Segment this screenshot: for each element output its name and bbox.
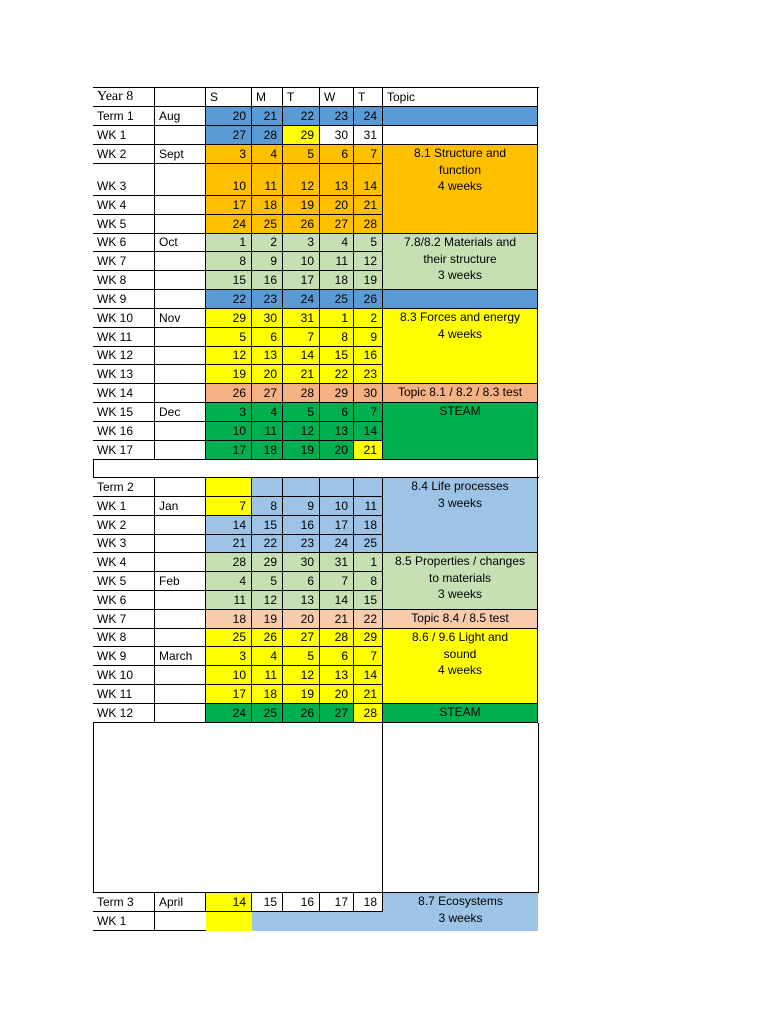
term1-day-cell: 22	[206, 290, 252, 309]
term1-day-cell: 5	[354, 234, 383, 252]
term2-day-cell: 4	[252, 647, 283, 666]
term1-day-cell: 20	[206, 107, 252, 126]
term1-day-cell: 11	[252, 422, 283, 441]
term2-row-label: WK 1	[93, 497, 155, 516]
header-day-2: T	[283, 88, 320, 107]
term2-day-cell: 25	[206, 629, 252, 647]
term1-row-month	[155, 252, 206, 271]
term1-topic-spacer	[383, 460, 538, 478]
term2-day-cell: 7	[206, 497, 252, 516]
header-day-0: S	[206, 88, 252, 107]
term2-day-cell: 29	[252, 553, 283, 572]
term2-day-cell: 26	[252, 629, 283, 647]
term1-row-month	[155, 347, 206, 365]
term1-day-cell: 8	[320, 328, 354, 347]
term1-day-cell: 31	[354, 126, 383, 145]
term1-row-label: WK 16	[93, 422, 155, 441]
term1-row-label: WK 6	[93, 234, 155, 252]
term3-row-label: Term 3	[93, 893, 155, 912]
term1-day-cell: 3	[283, 234, 320, 252]
term3-day-cell: 15	[252, 893, 283, 912]
header-month	[155, 88, 206, 107]
term2-day-cell: 8	[252, 497, 283, 516]
term1-day-cell: 23	[354, 365, 383, 384]
term2-day-cell: 5	[283, 647, 320, 666]
term2-day-cell: 28	[354, 704, 383, 723]
term1-day-cell: 13	[252, 347, 283, 365]
term1-row-label: WK 13	[93, 365, 155, 384]
term1-day-cell: 12	[283, 422, 320, 441]
term1-day-cell: 28	[252, 126, 283, 145]
term1-row-month	[155, 422, 206, 441]
term1-topic-block	[383, 126, 538, 145]
term1-day-cell: 26	[354, 290, 383, 309]
term1-day-cell: 20	[320, 441, 354, 460]
term3-day-cell	[354, 912, 383, 931]
term1-row-label: WK 1	[93, 126, 155, 145]
term1-day-cell: 9	[252, 252, 283, 271]
term2-row-label: WK 8	[93, 629, 155, 647]
term1-day-cell: 11	[320, 252, 354, 271]
term1-day-cell: 21	[354, 196, 383, 215]
term2-day-cell: 17	[320, 516, 354, 535]
term1-topic-block: 8.3 Forces and energy 4 weeks	[383, 309, 538, 384]
header-day-4: T	[354, 88, 383, 107]
term1-day-cell: 17	[283, 271, 320, 290]
term1-day-cell: 16	[354, 347, 383, 365]
term1-day-cell: 8	[206, 252, 252, 271]
term1-day-cell: 30	[252, 309, 283, 328]
term1-day-cell: 29	[283, 126, 320, 145]
term1-day-cell: 28	[283, 384, 320, 403]
term1-day-cell: 18	[252, 196, 283, 215]
term1-topic-block	[383, 290, 538, 309]
term2-day-cell: 12	[252, 591, 283, 610]
gap-divider-right	[538, 723, 539, 893]
term1-day-cell: 5	[283, 403, 320, 422]
term2-day-cell: 27	[283, 629, 320, 647]
term2-day-cell: 28	[320, 629, 354, 647]
term3-day-cell	[320, 912, 354, 931]
term2-row-label: WK 11	[93, 685, 155, 704]
header-year: Year 8	[93, 88, 155, 107]
term2-day-cell: 26	[283, 704, 320, 723]
term2-day-cell	[354, 478, 383, 497]
term2-topic-block: 8.5 Properties / changes to materials 3 weeks	[383, 553, 538, 610]
term2-row-month	[155, 516, 206, 535]
term2-day-cell: 15	[252, 516, 283, 535]
term2-row-month	[155, 629, 206, 647]
term1-day-cell: 10	[283, 252, 320, 271]
term1-day-cell: 14	[283, 347, 320, 365]
gap-divider-left	[382, 723, 383, 893]
term1-day-cell: 7	[283, 328, 320, 347]
term2-day-cell: 21	[354, 685, 383, 704]
term2-row-month	[155, 666, 206, 685]
term2-day-cell: 8	[354, 572, 383, 591]
term1-row-month: Sept	[155, 145, 206, 164]
term1-day-cell: 28	[354, 215, 383, 234]
term1-row-label: WK 2	[93, 145, 155, 164]
term2-day-cell: 6	[283, 572, 320, 591]
term1-day-cell: 6	[320, 403, 354, 422]
term1-day-cell: 4	[252, 403, 283, 422]
term2-day-cell: 4	[206, 572, 252, 591]
term2-day-cell	[320, 478, 354, 497]
term1-row-label: WK 5	[93, 215, 155, 234]
term1-day-cell: 17	[206, 196, 252, 215]
term1-day-cell: 7	[354, 145, 383, 164]
term1-day-cell: 18	[252, 441, 283, 460]
term2-day-cell: 19	[252, 610, 283, 629]
term1-day-cell: 10	[206, 164, 252, 196]
term2-day-cell: 21	[320, 610, 354, 629]
term2-day-cell: 27	[320, 704, 354, 723]
term2-day-cell: 11	[252, 666, 283, 685]
term2-day-cell: 15	[354, 591, 383, 610]
term1-day-cell: 17	[206, 441, 252, 460]
term1-row-month	[155, 328, 206, 347]
term1-row-month	[155, 271, 206, 290]
term3-row-label: WK 1	[93, 912, 155, 931]
term1-row-month	[155, 384, 206, 403]
term2-day-cell: 10	[206, 666, 252, 685]
term1-row-month: Aug	[155, 107, 206, 126]
term1-day-cell: 19	[354, 271, 383, 290]
term2-row-label: WK 9	[93, 647, 155, 666]
term1-row-label: WK 4	[93, 196, 155, 215]
term1-day-cell: 20	[252, 365, 283, 384]
term2-day-cell: 18	[252, 685, 283, 704]
term2-day-cell: 16	[283, 516, 320, 535]
term1-day-cell: 19	[283, 441, 320, 460]
term1-day-cell: 29	[206, 309, 252, 328]
term1-day-cell: 24	[206, 215, 252, 234]
term2-day-cell: 7	[354, 647, 383, 666]
term3-day-cell: 16	[283, 893, 320, 912]
term1-day-cell: 3	[206, 145, 252, 164]
term1-topic-block: 8.1 Structure and function 4 weeks	[383, 145, 538, 234]
term2-day-cell: 13	[320, 666, 354, 685]
term1-row-label: WK 11	[93, 328, 155, 347]
term1-row-month: Oct	[155, 234, 206, 252]
term1-day-cell: 4	[320, 234, 354, 252]
term2-day-cell: 12	[283, 666, 320, 685]
header-day-1: M	[252, 88, 283, 107]
term2-day-cell: 23	[283, 535, 320, 553]
term3-day-cell: 18	[354, 893, 383, 912]
term1-day-cell: 7	[354, 403, 383, 422]
term2-row-month	[155, 591, 206, 610]
term2-row-month	[155, 553, 206, 572]
term1-topic-block: STEAM	[383, 403, 538, 460]
term2-day-cell: 20	[320, 685, 354, 704]
term2-day-cell: 28	[206, 553, 252, 572]
term2-row-label: WK 10	[93, 666, 155, 685]
term1-day-cell: 5	[206, 328, 252, 347]
term1-row-month	[155, 290, 206, 309]
term1-day-cell: 11	[252, 164, 283, 196]
term3-row-month	[155, 912, 206, 931]
term2-day-cell: 18	[354, 516, 383, 535]
term1-row-month	[155, 164, 206, 196]
term2-topic-block: STEAM	[383, 704, 538, 723]
term1-row-label: WK 14	[93, 384, 155, 403]
term1-day-cell: 30	[354, 384, 383, 403]
term1-day-cell: 9	[354, 328, 383, 347]
term2-day-cell: 10	[320, 497, 354, 516]
header-day-3: W	[320, 88, 354, 107]
term1-day-cell: 12	[283, 164, 320, 196]
term2-row-month	[155, 535, 206, 553]
term2-topic-block: 8.6 / 9.6 Light and sound 4 weeks	[383, 629, 538, 704]
term2-row-label: WK 2	[93, 516, 155, 535]
term1-row-month	[155, 215, 206, 234]
term1-day-cell: 15	[320, 347, 354, 365]
term2-day-cell: 21	[206, 535, 252, 553]
term1-day-cell: 3	[206, 403, 252, 422]
term2-day-cell: 31	[320, 553, 354, 572]
term1-day-cell: 21	[354, 441, 383, 460]
term2-topic-block: 8.4 Life processes 3 weeks	[383, 478, 538, 553]
term1-day-cell: 25	[320, 290, 354, 309]
term1-day-cell: 6	[320, 145, 354, 164]
term2-day-cell: 11	[354, 497, 383, 516]
term1-day-cell: 22	[283, 107, 320, 126]
term1-day-cell: 21	[252, 107, 283, 126]
term2-day-cell: 1	[354, 553, 383, 572]
term2-day-cell: 29	[354, 629, 383, 647]
term1-row-label: WK 10	[93, 309, 155, 328]
term1-day-cell: 20	[320, 196, 354, 215]
term1-day-cell: 26	[206, 384, 252, 403]
term2-day-cell: 5	[252, 572, 283, 591]
term2-row-label: WK 5	[93, 572, 155, 591]
term3-day-cell: 17	[320, 893, 354, 912]
term1-day-cell: 12	[354, 252, 383, 271]
term1-topic-block: Topic 8.1 / 8.2 / 8.3 test	[383, 384, 538, 403]
term1-row-month	[155, 441, 206, 460]
term1-day-cell: 1	[320, 309, 354, 328]
term1-row-month: Dec	[155, 403, 206, 422]
term1-day-cell: 19	[283, 196, 320, 215]
term3-day-cell	[283, 912, 320, 931]
term2-row-month: March	[155, 647, 206, 666]
term2-day-cell: 25	[354, 535, 383, 553]
term1-day-cell: 22	[320, 365, 354, 384]
term1-row-month	[155, 196, 206, 215]
term3-day-cell: 14	[206, 893, 252, 912]
term1-row-label: WK 7	[93, 252, 155, 271]
term3-topic-block: 8.7 Ecosystems 3 weeks	[383, 893, 538, 931]
term2-topic-block: Topic 8.4 / 8.5 test	[383, 610, 538, 629]
term2-day-cell: 20	[283, 610, 320, 629]
term3-day-cell	[206, 912, 252, 931]
term2-row-month	[155, 704, 206, 723]
term2-row-label: WK 6	[93, 591, 155, 610]
term2-day-cell	[206, 478, 252, 497]
term1-day-cell: 14	[354, 164, 383, 196]
term2-day-cell: 9	[283, 497, 320, 516]
term2-day-cell: 24	[206, 704, 252, 723]
term2-row-label: WK 4	[93, 553, 155, 572]
term1-row-label: Term 1	[93, 107, 155, 126]
term2-day-cell: 11	[206, 591, 252, 610]
term1-row-label: WK 9	[93, 290, 155, 309]
term1-day-cell: 13	[320, 164, 354, 196]
term1-row-label: WK 17	[93, 441, 155, 460]
term2-day-cell: 19	[283, 685, 320, 704]
term1-day-cell: 23	[252, 290, 283, 309]
term2-row-month	[155, 610, 206, 629]
term1-row-month: Nov	[155, 309, 206, 328]
term2-row-month	[155, 478, 206, 497]
term2-day-cell: 22	[252, 535, 283, 553]
term2-day-cell: 18	[206, 610, 252, 629]
header-topic: Topic	[383, 88, 538, 107]
term1-day-cell: 21	[283, 365, 320, 384]
term1-day-cell: 2	[354, 309, 383, 328]
term2-day-cell: 14	[320, 591, 354, 610]
term1-day-cell: 2	[252, 234, 283, 252]
term1-day-cell: 24	[283, 290, 320, 309]
term1-day-cell: 14	[354, 422, 383, 441]
term2-day-cell: 25	[252, 704, 283, 723]
term1-day-cell: 15	[206, 271, 252, 290]
term1-day-cell: 6	[252, 328, 283, 347]
term2-day-cell: 14	[206, 516, 252, 535]
term2-day-cell	[252, 478, 283, 497]
term1-day-cell: 10	[206, 422, 252, 441]
term2-day-cell: 7	[320, 572, 354, 591]
term1-day-cell: 24	[354, 107, 383, 126]
term2-row-label: WK 7	[93, 610, 155, 629]
term1-day-cell: 31	[283, 309, 320, 328]
term1-day-cell: 23	[320, 107, 354, 126]
term1-day-cell: 5	[283, 145, 320, 164]
term1-row-month	[155, 365, 206, 384]
term1-day-cell: 18	[320, 271, 354, 290]
term1-row-label: WK 12	[93, 347, 155, 365]
term1-day-cell: 30	[320, 126, 354, 145]
term2-day-cell: 22	[354, 610, 383, 629]
term2-day-cell: 14	[354, 666, 383, 685]
term1-day-cell: 13	[320, 422, 354, 441]
term1-day-cell: 1	[206, 234, 252, 252]
term1-day-cell: 12	[206, 347, 252, 365]
term2-row-label: WK 3	[93, 535, 155, 553]
term1-day-cell: 4	[252, 145, 283, 164]
term2-day-cell: 30	[283, 553, 320, 572]
term1-row-label: WK 3	[93, 164, 155, 196]
term1-day-cell: 26	[283, 215, 320, 234]
term1-row-label: WK 8	[93, 271, 155, 290]
term2-day-cell: 6	[320, 647, 354, 666]
term1-day-cell: 19	[206, 365, 252, 384]
term2-day-cell: 17	[206, 685, 252, 704]
term2-day-cell: 24	[320, 535, 354, 553]
term1-day-cell: 29	[320, 384, 354, 403]
term2-row-month: Feb	[155, 572, 206, 591]
term2-row-label: WK 12	[93, 704, 155, 723]
term1-day-cell: 25	[252, 215, 283, 234]
term2-day-cell	[283, 478, 320, 497]
term2-row-label: Term 2	[93, 478, 155, 497]
term1-day-cell: 27	[252, 384, 283, 403]
term2-row-month	[155, 685, 206, 704]
term2-row-month: Jan	[155, 497, 206, 516]
term1-row-label: WK 15	[93, 403, 155, 422]
term1-topic-block: 7.8/8.2 Materials and their structure 3 weeks	[383, 234, 538, 290]
term1-day-cell: 27	[320, 215, 354, 234]
term1-row-month	[155, 126, 206, 145]
term3-row-month: April	[155, 893, 206, 912]
term2-day-cell: 13	[283, 591, 320, 610]
term3-day-cell	[252, 912, 283, 931]
term2-day-cell: 3	[206, 647, 252, 666]
term1-day-cell: 27	[206, 126, 252, 145]
term1-day-cell: 16	[252, 271, 283, 290]
term1-topic-block	[383, 107, 538, 126]
